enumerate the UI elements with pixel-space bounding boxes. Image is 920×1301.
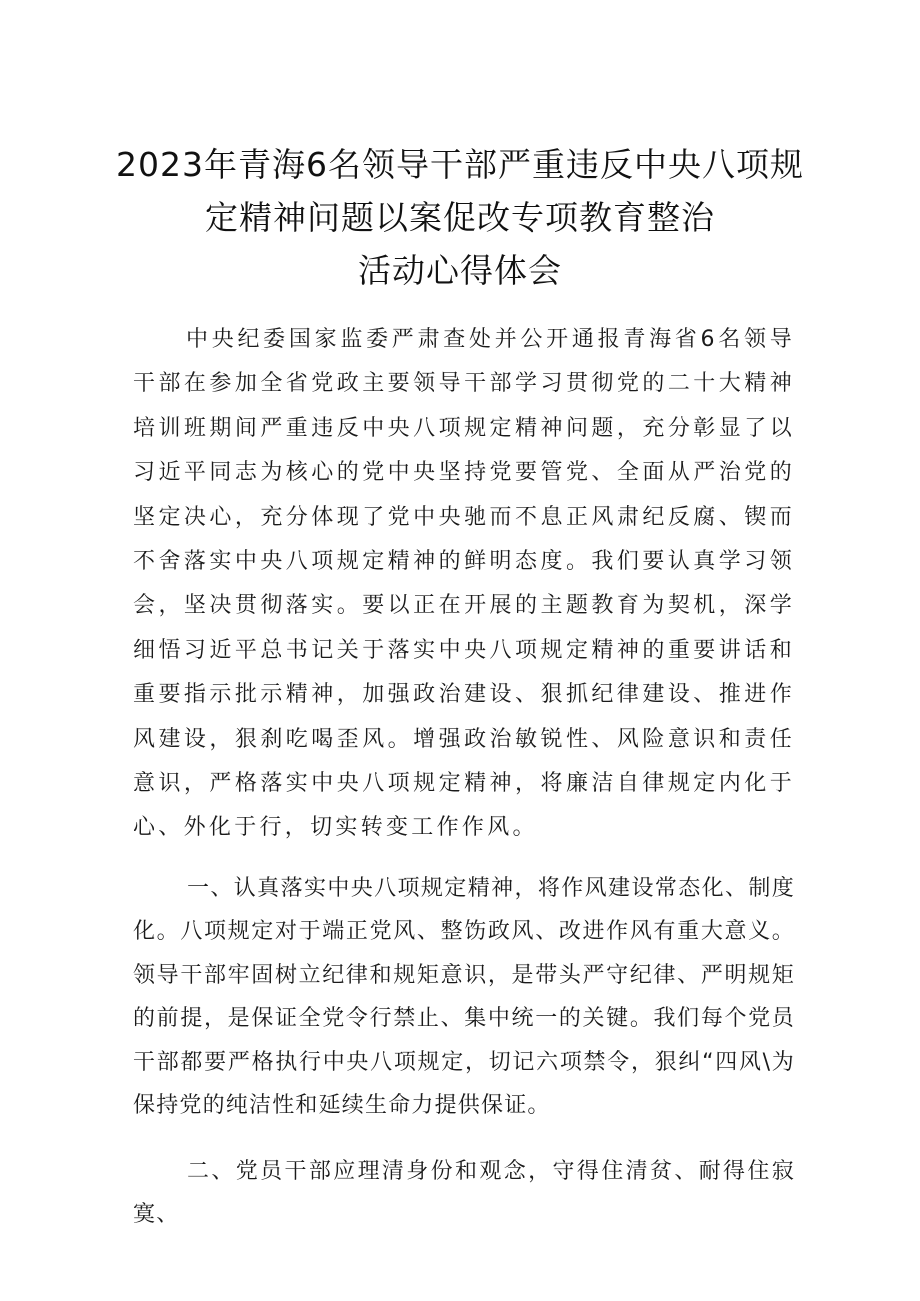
title-line-1: 2023年青海6名领导干部严重违反中央八项规 (116, 145, 804, 184)
section-one-paragraph: 一、认真落实中央八项规定精神，将作风建设常态化、制度化。八项规定对于端正党风、整饬政风、改进作风有重大意义。领导干部牢固树立纪律和规矩意识，是带头严守纪律、严明规矩的前提，是保证全党令行禁止、集中统一的关键。我们每个党员干部都要严格执行中央八项规定，切记六项禁令，狠纠“四风\为保持党的纯洁性和延续生命力提供保证。 (133, 875, 795, 1119)
document-title (100, 138, 820, 297)
title-line-2: 定精神问题以案促改专项教育整治 (205, 198, 715, 237)
section-two-paragraph: 二、党员干部应理清身份和观念，守得住清贫、耐得住寂寞、 (133, 1158, 795, 1228)
document-body (133, 318, 795, 1237)
intro-paragraph: 中央纪委国家监委严肃查处并公开通报青海省6名领导干部在参加全省党政主要领导干部学习贯彻党的二十大精神培训班期间严重违反中央八项规定精神问题，充分彰显了以习近平同志为核心的党中央坚持党要管党、全面从严治党的坚定决心，充分体现了党中央驰而不息正风肃纪反腐、锲而不舍落实中央八项规定精神的鲜明态度。我们要认真学习领会，坚决贯彻落实。要以正在开展的主题教育为契机，深学细悟习近平总书记关于落实中央八项规定精神的重要讲话和重要指示批示精神，加强政治建设、狠抓纪律建设、推进作风建设，狠刹吃喝歪风。增强政治敏锐性、风险意识和责任意识，严格落实中央八项规定精神，将廉洁自律规定内化于心、外化于行，切实转变工作作风。 (133, 327, 795, 841)
title-line-3: 活动心得体会 (358, 251, 562, 290)
